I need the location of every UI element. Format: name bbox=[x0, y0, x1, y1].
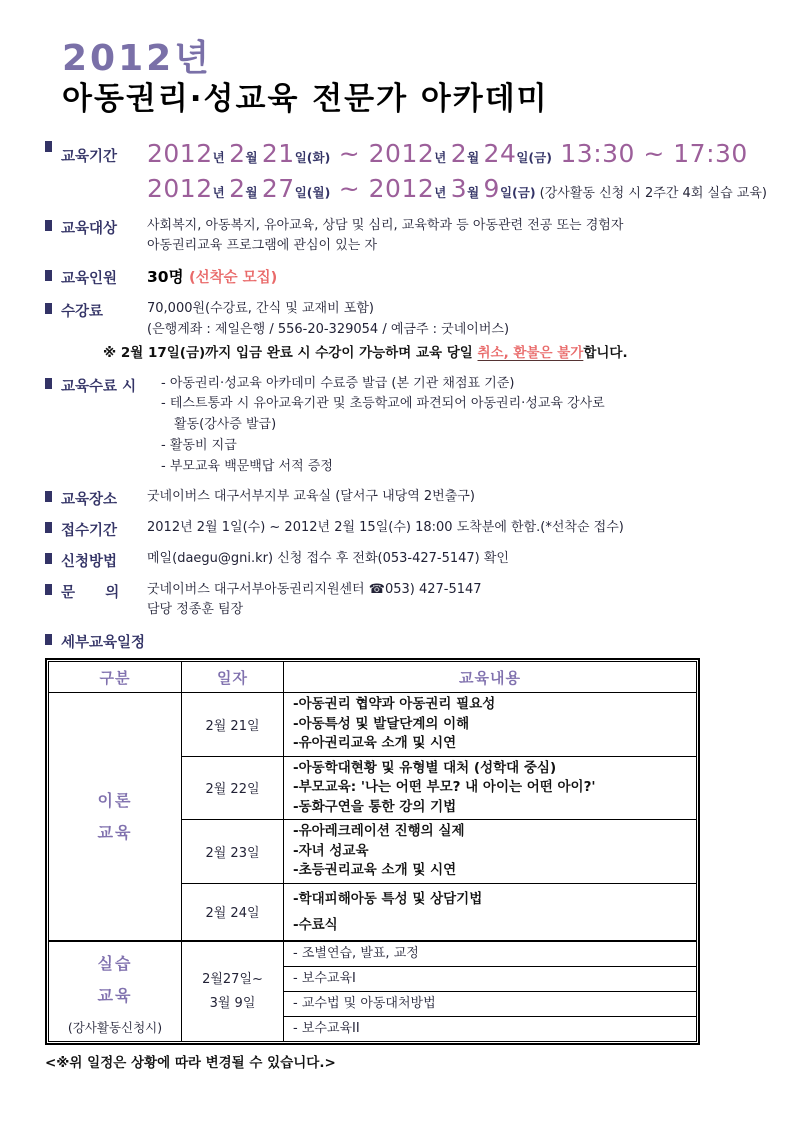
header-date: 일자 bbox=[182, 662, 284, 693]
section-content bbox=[147, 216, 749, 258]
date-cell: 2월 23일 bbox=[182, 820, 284, 884]
content-item: -학대피해아동 특성 및 상담기법 bbox=[293, 890, 483, 907]
date-cell: 2월 22일 bbox=[182, 756, 284, 820]
fee-line-2: (은행계좌 : 제일은행 / 556-20-329054 / 예금주 : 굿네이버스) bbox=[147, 321, 510, 337]
section-label: 수강료 bbox=[61, 304, 104, 321]
completion-item: - 아동권리·성교육 아카데미 수료증 발급 (본 기관 채점표 기준) bbox=[161, 375, 515, 391]
content-cell bbox=[284, 820, 697, 884]
section-inquiry bbox=[45, 580, 749, 622]
section-apply-method bbox=[45, 549, 749, 571]
header-content: 교육내용 bbox=[284, 662, 697, 693]
completion-item: - 테스트통과 시 유아교육기관 및 초등학교에 파견되어 아동권리·성교육 강사로 bbox=[161, 396, 605, 412]
completion-item: - 부모교육 백문백답 서적 증정 bbox=[161, 458, 333, 474]
section-label: 교육대상 bbox=[61, 220, 118, 237]
content-item: -아동학대현황 및 유형별 대처 (성학대 중심) bbox=[293, 759, 557, 776]
section-label: 교육기간 bbox=[61, 148, 118, 165]
schedule-table-frame bbox=[45, 658, 700, 1045]
section-content bbox=[147, 266, 749, 290]
content-item: -유아레크레이션 진행의 실제 bbox=[293, 823, 465, 840]
date-cell: 2월 24일 bbox=[182, 883, 284, 941]
content-item: -아동특성 및 발달단계의 이해 bbox=[293, 715, 470, 732]
section-label: 교육수료 시 bbox=[61, 378, 137, 395]
table-header-row bbox=[49, 662, 697, 693]
date-line: 2월27일~ bbox=[202, 972, 263, 988]
group-sub-label: (강사활동신청시) bbox=[67, 1019, 163, 1035]
content-item: -아동권리 협약과 아동권리 필요성 bbox=[293, 696, 496, 713]
section-content bbox=[147, 518, 749, 539]
section-content bbox=[147, 549, 749, 570]
section-label: 접수기간 bbox=[61, 522, 118, 539]
content-cell bbox=[284, 693, 697, 757]
inquiry-line-2: 담당 정종훈 팀장 bbox=[147, 602, 244, 618]
section-edu-target bbox=[45, 216, 749, 258]
section-content bbox=[103, 299, 749, 364]
period-line-1: 2012년 2월 21일(화) ~ 2012년 2월 24일(금) 13:30 ~ 17:30 bbox=[147, 138, 748, 168]
section-label: 신청방법 bbox=[61, 553, 118, 570]
content-item: -부모교육: '나는 어떤 부모? 내 아이는 어떤 아이?' bbox=[293, 779, 596, 796]
group-label-line: 이론 bbox=[97, 790, 133, 810]
square-bullet-icon bbox=[45, 634, 52, 645]
section-schedule-heading bbox=[45, 630, 749, 652]
theory-group-cell bbox=[49, 693, 182, 942]
section-label: 교육인원 bbox=[61, 271, 118, 288]
section-label: 문 의 bbox=[61, 584, 120, 601]
content-item: -수료식 bbox=[293, 916, 338, 933]
schedule-change-footnote: <※위 일정은 상황에 따라 변경될 수 있습니다.> bbox=[45, 1055, 336, 1072]
section-apply-period bbox=[45, 518, 749, 540]
target-line-2: 아동권리교육 프로그램에 관심이 있는 자 bbox=[147, 238, 378, 254]
content-cell bbox=[284, 883, 697, 941]
date-cell: 2월 21일 bbox=[182, 693, 284, 757]
group-label-line: 실습 bbox=[97, 953, 133, 973]
section-place bbox=[45, 487, 749, 509]
square-bullet-icon bbox=[45, 220, 52, 231]
square-bullet-icon bbox=[45, 522, 52, 533]
fee-refund-note: ※ 2월 17일(금)까지 입금 완료 시 수강이 가능하며 교육 당일 취소, 환불은 불가합니다. bbox=[103, 344, 628, 361]
square-bullet-icon bbox=[45, 584, 52, 595]
page-title: 아동권리·성교육 전문가 아카데미 bbox=[62, 81, 549, 118]
content-cell bbox=[284, 756, 697, 820]
apply-period-line: 2012년 2월 1일(수) ~ 2012년 2월 15일(수) 18:00 도착분에 한함.(*선착순 접수) bbox=[147, 519, 624, 535]
square-bullet-icon bbox=[45, 141, 52, 152]
section-content bbox=[161, 374, 749, 478]
target-line-1: 사회복지, 아동복지, 유아교육, 상담 및 심리, 교육학과 등 아동관련 전공 또는 경험자 bbox=[147, 217, 624, 233]
year-title: 2012년 bbox=[62, 38, 212, 79]
section-content bbox=[147, 137, 767, 207]
table-row bbox=[49, 693, 697, 757]
group-label-line: 교육 bbox=[97, 985, 133, 1005]
inquiry-line-1: 굿네이버스 대구서부아동권리지원센터 ☎053) 427-5147 bbox=[147, 581, 482, 597]
place-line: 굿네이버스 대구서부지부 교육실 (달서구 내당역 2번출구) bbox=[147, 488, 475, 504]
schedule-table bbox=[48, 661, 697, 1042]
content-item: - 보수교육II bbox=[293, 1020, 360, 1036]
content-item: - 조별연습, 발표, 교정 bbox=[293, 945, 419, 961]
content-cell bbox=[284, 941, 697, 967]
capacity-line: 30명 (선착순 모집) bbox=[147, 268, 278, 287]
content-item: -자녀 성교육 bbox=[293, 842, 369, 859]
period-line-2: 2012년 2월 27일(월) ~ 2012년 3월 9일(금) (강사활동 신청 시 2주간 4회 실습 교육) bbox=[147, 173, 767, 203]
completion-item-continuation: 활동(강사증 발급) bbox=[174, 417, 277, 433]
content-item: - 교수법 및 아동대처방법 bbox=[293, 995, 436, 1011]
content-item: -초등권리교육 소개 및 시연 bbox=[293, 862, 457, 879]
square-bullet-icon bbox=[45, 270, 52, 281]
square-bullet-icon bbox=[45, 553, 52, 564]
section-completion bbox=[45, 374, 749, 478]
section-label: 세부교육일정 bbox=[61, 635, 146, 652]
header-category: 구분 bbox=[49, 662, 182, 693]
square-bullet-icon bbox=[45, 491, 52, 502]
section-content bbox=[147, 580, 749, 622]
section-edu-period bbox=[45, 137, 767, 207]
content-item: -유아권리교육 소개 및 시연 bbox=[293, 735, 457, 752]
content-cell bbox=[284, 967, 697, 992]
square-bullet-icon bbox=[45, 303, 52, 314]
apply-method-line: 메일(daegu@gni.kr) 신청 접수 후 전화(053-427-5147) 확인 bbox=[147, 550, 509, 566]
content-item: -동화구연을 통한 강의 기법 bbox=[293, 798, 457, 815]
practice-group-cell bbox=[49, 941, 182, 1042]
section-content bbox=[147, 487, 749, 508]
section-edu-capacity bbox=[45, 266, 749, 290]
section-label: 교육장소 bbox=[61, 491, 118, 508]
completion-item: - 활동비 지급 bbox=[161, 437, 237, 453]
square-bullet-icon bbox=[45, 378, 52, 389]
content-cell bbox=[284, 992, 697, 1017]
content-item: - 보수교육I bbox=[293, 970, 356, 986]
section-fee bbox=[45, 299, 749, 364]
group-label-line: 교육 bbox=[97, 822, 133, 842]
date-line: 3월 9일 bbox=[209, 995, 256, 1011]
practice-date-cell bbox=[182, 941, 284, 1042]
table-row bbox=[49, 941, 697, 967]
fee-line-1: 70,000원(수강료, 간식 및 교재비 포함) bbox=[147, 301, 374, 317]
content-cell bbox=[284, 1017, 697, 1042]
